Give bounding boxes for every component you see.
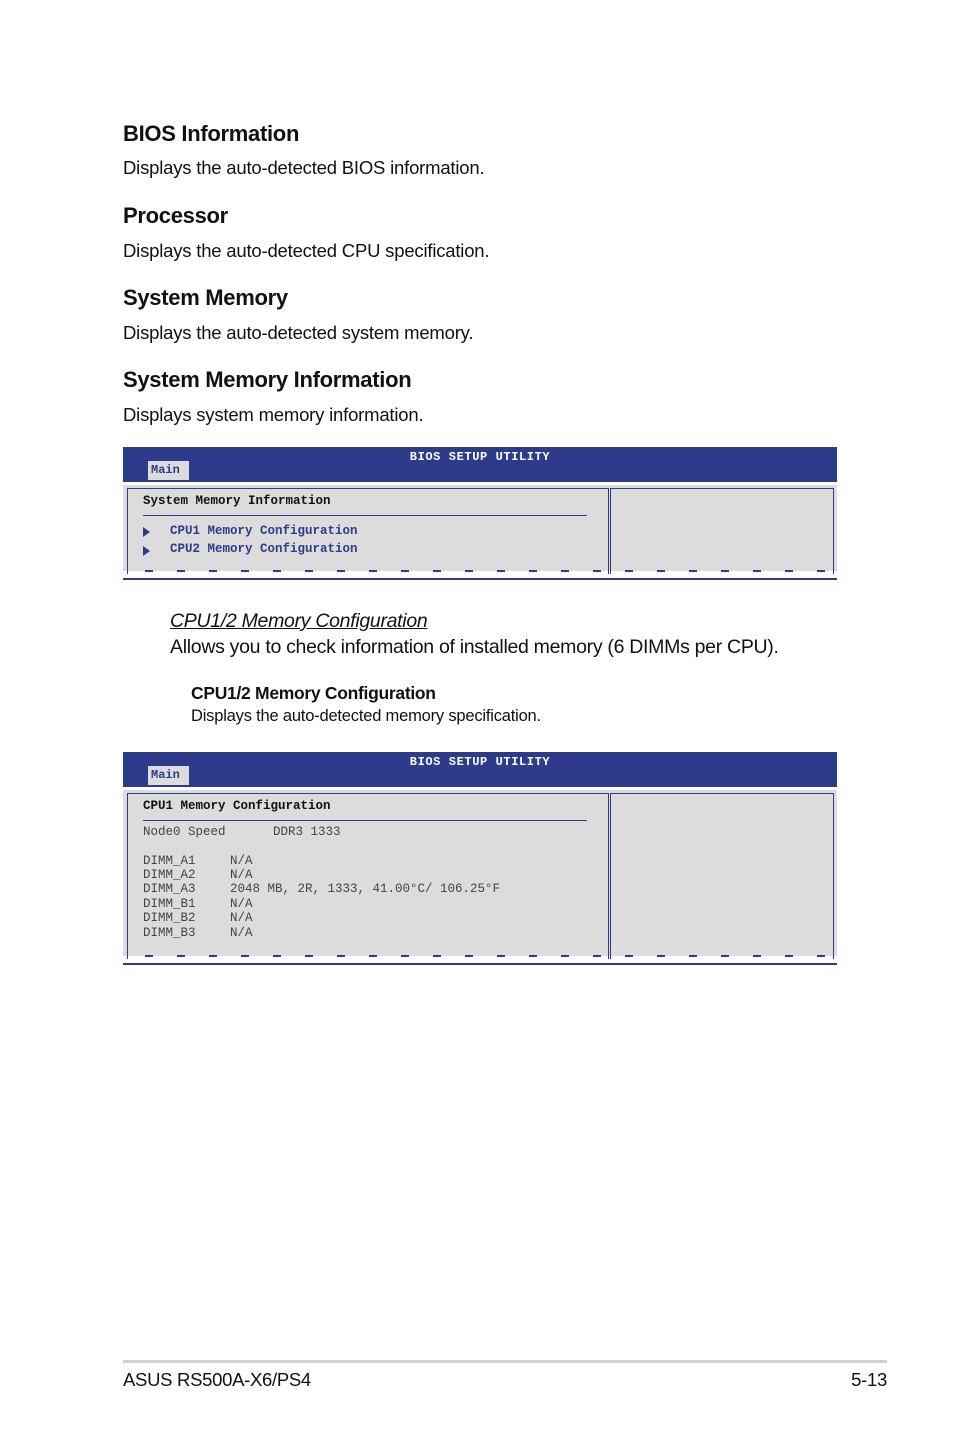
tab-main[interactable]: Main [148,461,189,480]
dimm-slot-label: DIMM_A3 [143,882,196,896]
subsection-title: CPU1/2 Memory Configuration [170,610,428,632]
heading-system-memory: System Memory [123,285,288,310]
bios-panel [123,485,837,571]
dimm-slot-value: 2048 MB, 2R, 1333, 41.00°C/ 106.25°F [230,882,501,896]
dimm-slot-label: DIMM_A1 [143,854,196,868]
heading-bios-information: BIOS Information [123,121,300,146]
header-separator [143,820,587,821]
submenu-arrow-icon [143,527,150,537]
bios-title: BIOS SETUP UTILITY [409,450,551,464]
bios-screen-cpu1-memory-configuration [123,752,837,964]
bios-bottom-border [123,955,837,965]
dimm-slot-label: DIMM_B3 [143,926,196,940]
footer-rule [123,1360,887,1363]
subsubsection-text: Displays the auto-detected memory specification. [191,707,541,725]
dimm-slot-value: N/A [230,911,253,925]
dimm-slot-value: N/A [230,926,253,940]
bios-bottom-border [123,570,837,580]
text-processor: Displays the auto-detected CPU specification. [123,240,490,261]
bios-section-header: CPU1 Memory Configuration [143,799,331,813]
bios-left-pane [127,793,609,959]
node-speed-label: Node0 Speed [143,825,226,839]
bios-title: BIOS SETUP UTILITY [409,755,551,769]
dimm-slot-label: DIMM_A2 [143,868,196,882]
dimm-slot-label: DIMM_B2 [143,911,196,925]
text-bios-information: Displays the auto-detected BIOS information. [123,157,485,178]
menu-item-cpu2-memory-configuration[interactable]: CPU2 Memory Configuration [170,542,358,556]
dimm-slot-value: N/A [230,868,253,882]
page-number: 5-13 [851,1369,887,1390]
bios-help-pane [610,793,834,959]
bios-section-header: System Memory Information [143,494,331,508]
menu-item-cpu1-memory-configuration[interactable]: CPU1 Memory Configuration [170,524,358,538]
footer-model: ASUS RS500A-X6/PS4 [123,1369,311,1390]
dimm-slot-value: N/A [230,854,253,868]
header-separator [143,515,587,516]
node-speed-value: DDR3 1333 [273,825,341,839]
bios-screen-system-memory-information [123,447,837,579]
text-system-memory-information: Displays system memory information. [123,404,424,425]
subsubsection-title: CPU1/2 Memory Configuration [191,683,436,703]
dimm-slot-label: DIMM_B1 [143,897,196,911]
submenu-arrow-icon [143,546,150,556]
tab-main[interactable]: Main [148,766,189,785]
bios-help-pane [610,488,834,574]
bios-title-bar [123,752,837,787]
bios-left-pane [127,488,609,574]
bios-title-bar [123,447,837,482]
dimm-slot-value: N/A [230,897,253,911]
heading-system-memory-information: System Memory Information [123,367,412,392]
text-system-memory: Displays the auto-detected system memory. [123,322,474,343]
bios-panel [123,790,837,956]
heading-processor: Processor [123,203,228,228]
subsection-text: Allows you to check information of installed memory (6 DIMMs per CPU). [170,636,779,658]
